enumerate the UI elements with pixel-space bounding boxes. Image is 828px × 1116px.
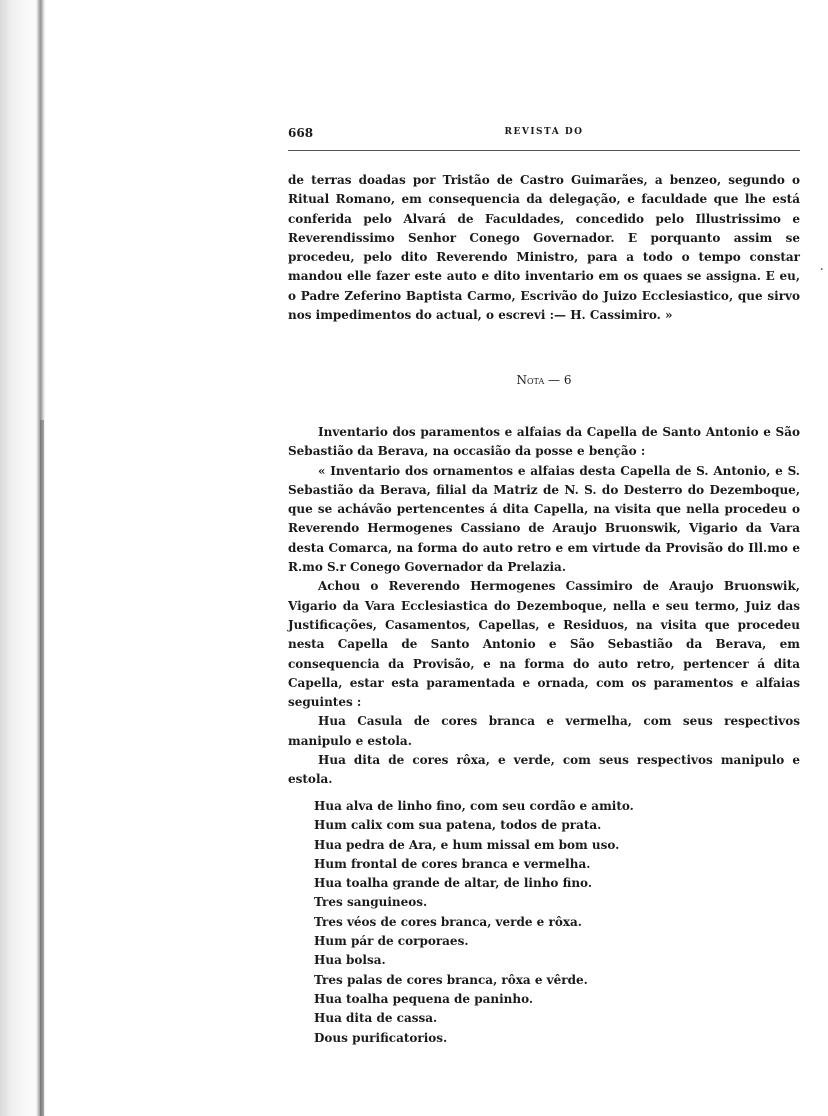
list-item: Hua toalha pequena de paninho. [314,991,534,1006]
list-item: Hum calix com sua patena, todos de prata. [314,818,602,833]
paragraph-inventory-opening: « Inventario dos ornamentos e alfaias desta Capella de S. Antonio, e S. Sebastião da Berava, filial da Matriz de N. S. do Desterro do Dezemboque, que se achávão pertencentes á dita Capella, na visita que nella procedeu o Reverendo Hermogenes Cassiano de Araujo Bruonswik, Vigario da Vara desta Comarca, na forma do auto retro e em virtude da Provisão do Ill.mo e R.mo S.r Conego Governador da Prelazia. [288,463,800,575]
margin-mark: . [819,258,824,274]
paragraph-dita-item: Hua dita de cores rôxa, e verde, com seus respectivos manipulo e estola. [288,753,800,787]
page-header [288,126,800,148]
list-item: Hua alva de linho fino, com seu cordão e amito. [314,799,634,813]
inventory-list [288,797,800,1048]
continuation-paragraph: de terras doadas por Tristão de Castro Guimarães, a benzeo, segundo o Ritual Romano, em consequencia da delegação, e faculdade que lhe está conferida pelo Alvará de Faculdades, concedido pelo Illustrissimo e Reverendissimo Senhor Conego Governador. E porquanto assim se procedeu, pelo dito Reverendo Ministro, para a todo o tempo constar mandou elle fazer este auto e dito inventario em os quaes se assigna. E eu, o Padre Zeferino Baptista Carmo, Escrivão do Juizo Ecclesiastico, que sirvo nos impedimentos do actual, o escrevi :— H. Cassimiro. » [288,173,800,323]
list-item: Tres sanguineos. [314,895,428,910]
list-item: Hum frontal de cores branca e vermelha. [314,856,591,871]
list-item: Hum pár de corporaes. [314,934,469,949]
list-item: Tres palas de cores branca, rôxa e vêrde. [314,972,588,987]
list-item: Hua bolsa. [314,953,386,968]
section-heading: Nota — 6 [516,373,572,387]
header-rule [288,150,800,151]
list-item: Tres véos de cores branca, verde e rôxa. [314,914,582,929]
list-item: Hua pedra de Ara, e hum missal em bom uso. [314,837,620,852]
continuation-text-block [288,171,800,325]
list-item: Hua toalha grande de altar, de linho fino. [314,876,593,891]
section-body [288,423,800,790]
paragraph-visit-report: Achou o Reverendo Hermogenes Cassimiro de Araujo Bruonswik, Vigario da Vara Ecclesiastica do Dezemboque, nella e seu termo, Juiz das Justificações, Casamentos, Capellas, e Residuos, na visita que procedeu nesta Capella de Santo Antonio e São Sebastião da Berava, em consequencia da Provisão, e na forma do auto retro, pertencer á dita Capella, estar esta paramentada e ornada, com os paramentos e alfaias seguintes : [288,579,800,710]
list-item: Hua dita de cassa. [314,1011,438,1026]
list-item: Dous purificatorios. [314,1030,448,1045]
page-number: 668 [288,126,314,140]
paragraph-casula-item: Hua Casula de cores branca e vermelha, com seus respectivos manipulo e estola. [288,714,800,748]
running-head: REVISTA DO [504,127,584,137]
paragraph-intro: Inventario dos paramentos e alfaias da Capella de Santo Antonio e São Sebastião da Berava, na occasião da posse e benção : [288,425,800,459]
binding-shadow-lower [40,420,44,1116]
